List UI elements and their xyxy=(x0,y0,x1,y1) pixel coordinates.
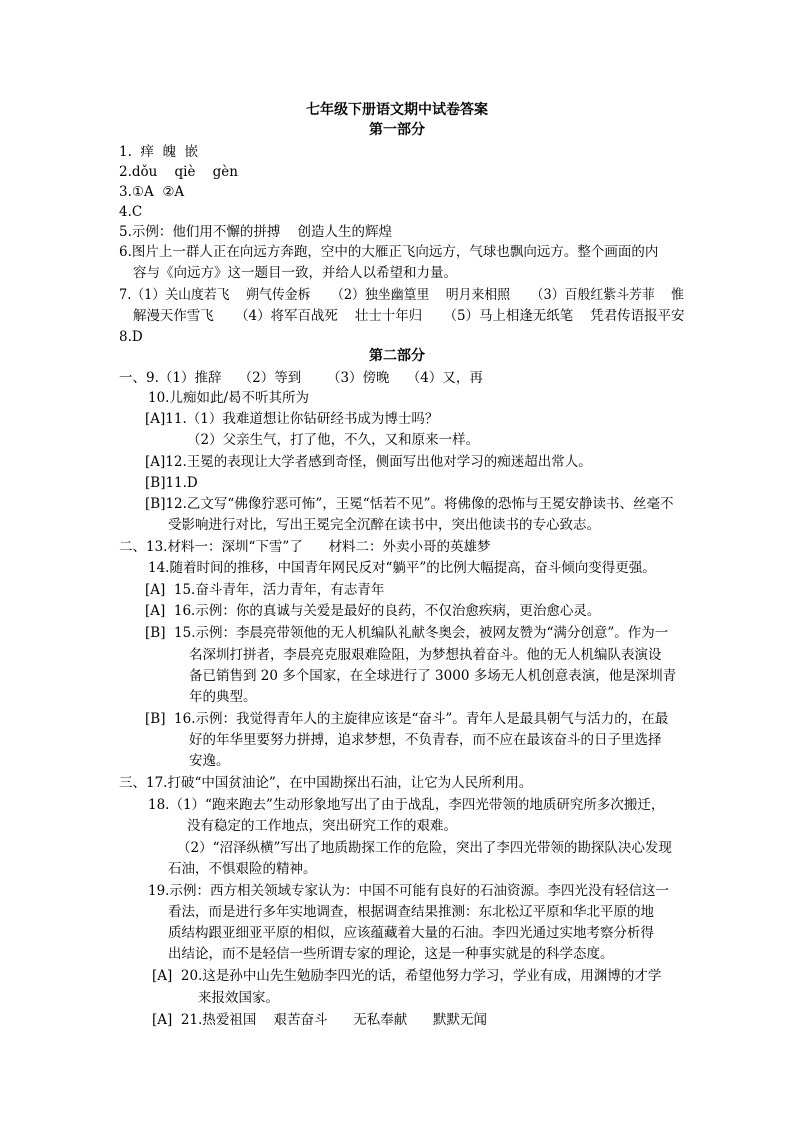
answer-line: 8.D xyxy=(119,329,143,345)
page-title: 七年级下册语文期中试卷答案 xyxy=(306,102,488,118)
answer-line: 19.示例：西方相关领域专家认为：中国不可能有良好的石油资源。李四光没有轻信这一 xyxy=(148,883,669,899)
answer-line: 一、9.（1）推辞 （2）等到 （3）傍晚 （4）又，再 xyxy=(119,370,483,386)
answer-line: 4.C xyxy=(119,204,143,220)
answer-line: 安逸。 xyxy=(189,753,230,769)
answer-line: 容与《向远方》这一题目一致，并给人以希望和力量。 xyxy=(133,265,457,281)
answer-line: 1. 痒 魄 嵌 xyxy=(119,144,199,160)
answer-line: 14.随着时间的推移，中国青年网民反对“躺平”的比例大幅提高，奋斗倾向变得更强。 xyxy=(148,560,656,576)
answer-line: 5.示例：他们用不懈的拼搏 创造人生的辉煌 xyxy=(119,224,393,240)
answer-line: [B]11.D xyxy=(145,475,198,491)
part2-heading: 第二部分 xyxy=(369,348,425,364)
answer-line: 解漫天作雪飞 （4）将军百战死 壮士十年归 （5）马上相逢无纸笔 凭君传语报平安 xyxy=(133,308,685,324)
answer-line: 三、17.打破“中国贫油论”，在中国勘探出石油，让它为人民所利用。 xyxy=(119,775,533,791)
answer-line: [A] 20.这是孙中山先生勉励李四光的话，希望他努力学习，学业有成，用渊博的才学 xyxy=(152,968,662,984)
answer-line: 名深圳打拼者，李晨亮克服艰难险阻，为梦想执着奋斗。他的无人机编队表演设 xyxy=(189,647,662,663)
answer-line: [A]11.（1）我难道想让你钻研经书成为博士吗？ xyxy=(145,411,439,427)
answer-line: [A] 16.示例：你的真诚与关爱是最好的良药，不仅治愈疾病，更治愈心灵。 xyxy=(145,603,601,619)
answer-line: 没有稳定的工作地点，突出研究工作的艰难。 xyxy=(187,818,457,834)
answer-line: 好的年华里要努力拼搏，追求梦想，不负青春，而不应在最该奋斗的日子里选择 xyxy=(189,732,662,748)
answer-line: 7.（1）关山度若飞 朔气传金柝 （2）独坐幽篁里 明月来相照 （3）百般红紫斗芳菲 惟 xyxy=(119,287,685,303)
answer-line: 二、13.材料一：深圳“下雪”了 材料二：外卖小哥的英雄梦 xyxy=(119,539,491,555)
answer-line: 出结论，而不是轻信一些所谓专家的理论，这是一种事实就是的科学态度。 xyxy=(168,946,614,962)
answer-line: 备已销售到 20 多个国家，在全球进行了 3000 多场无人机创意表演，他是深圳青 xyxy=(189,668,677,684)
answer-line: [B] 15.示例：李晨亮带领他的无人机编队礼献冬奥会，被网友赞为“满分创意”。作为一 xyxy=(145,625,669,641)
answer-line: 看法，而是进行多年实地调查，根据调查结果推测：东北松辽平原和华北平原的地 xyxy=(168,904,654,920)
answer-line: 来报效国家。 xyxy=(198,990,279,1006)
answer-line: 年的典型。 xyxy=(189,689,257,705)
answer-line: 3.①A ②A xyxy=(119,184,185,200)
answer-line: （2）“沼泽纵横”写出了地质勘探工作的危险，突出了李四光带领的勘探队决心发现 xyxy=(177,840,672,856)
answer-line: [A] 21.热爱祖国 艰苦奋斗 无私奉献 默默无闻 xyxy=(152,1012,487,1028)
answer-line: 2.dǒu qiè gèn xyxy=(119,164,238,180)
answer-line: 18.（1）“跑来跑去”生动形象地写出了由于战乱，李四光带领的地质研究所多次搬迁， xyxy=(148,797,665,813)
answer-line: （2）父亲生气，打了他，不久，又和原来一样。 xyxy=(187,432,480,448)
part1-heading: 第一部分 xyxy=(369,122,425,138)
answer-line: 6.图片上一群人正在向远方奔跑，空中的大雁正飞向远方，气球也飘向远方。整个画面的内 xyxy=(119,244,659,260)
answer-line: 受影响进行对比，写出王冕完全沉醉在读书中，突出他读书的专心致志。 xyxy=(168,517,600,533)
answer-line: [A] 15.奋斗青年，活力青年，有志青年 xyxy=(145,582,385,598)
answer-line: [A]12.王冕的表现让大学者感到奇怪，侧面写出他对学习的痴迷超出常人。 xyxy=(145,454,592,470)
answer-line: [B] 16.示例：我觉得青年人的主旋律应该是“奋斗”。青年人是最具朝气与活力的，在最 xyxy=(145,711,669,727)
answer-line: 质结构跟亚细亚平原的相似，应该蕴藏着大量的石油。李四光通过实地考察分析得 xyxy=(168,925,654,941)
answer-line: [B]12.乙文写“佛像狞恶可怖”，王冕“恬若不见”。将佛像的恐怖与王冕安静读书、丝毫不 xyxy=(145,496,674,512)
answer-line: 石油，不惧艰险的精神。 xyxy=(168,861,317,877)
answer-line: 10.儿痴如此/曷不听其所为 xyxy=(148,390,310,406)
